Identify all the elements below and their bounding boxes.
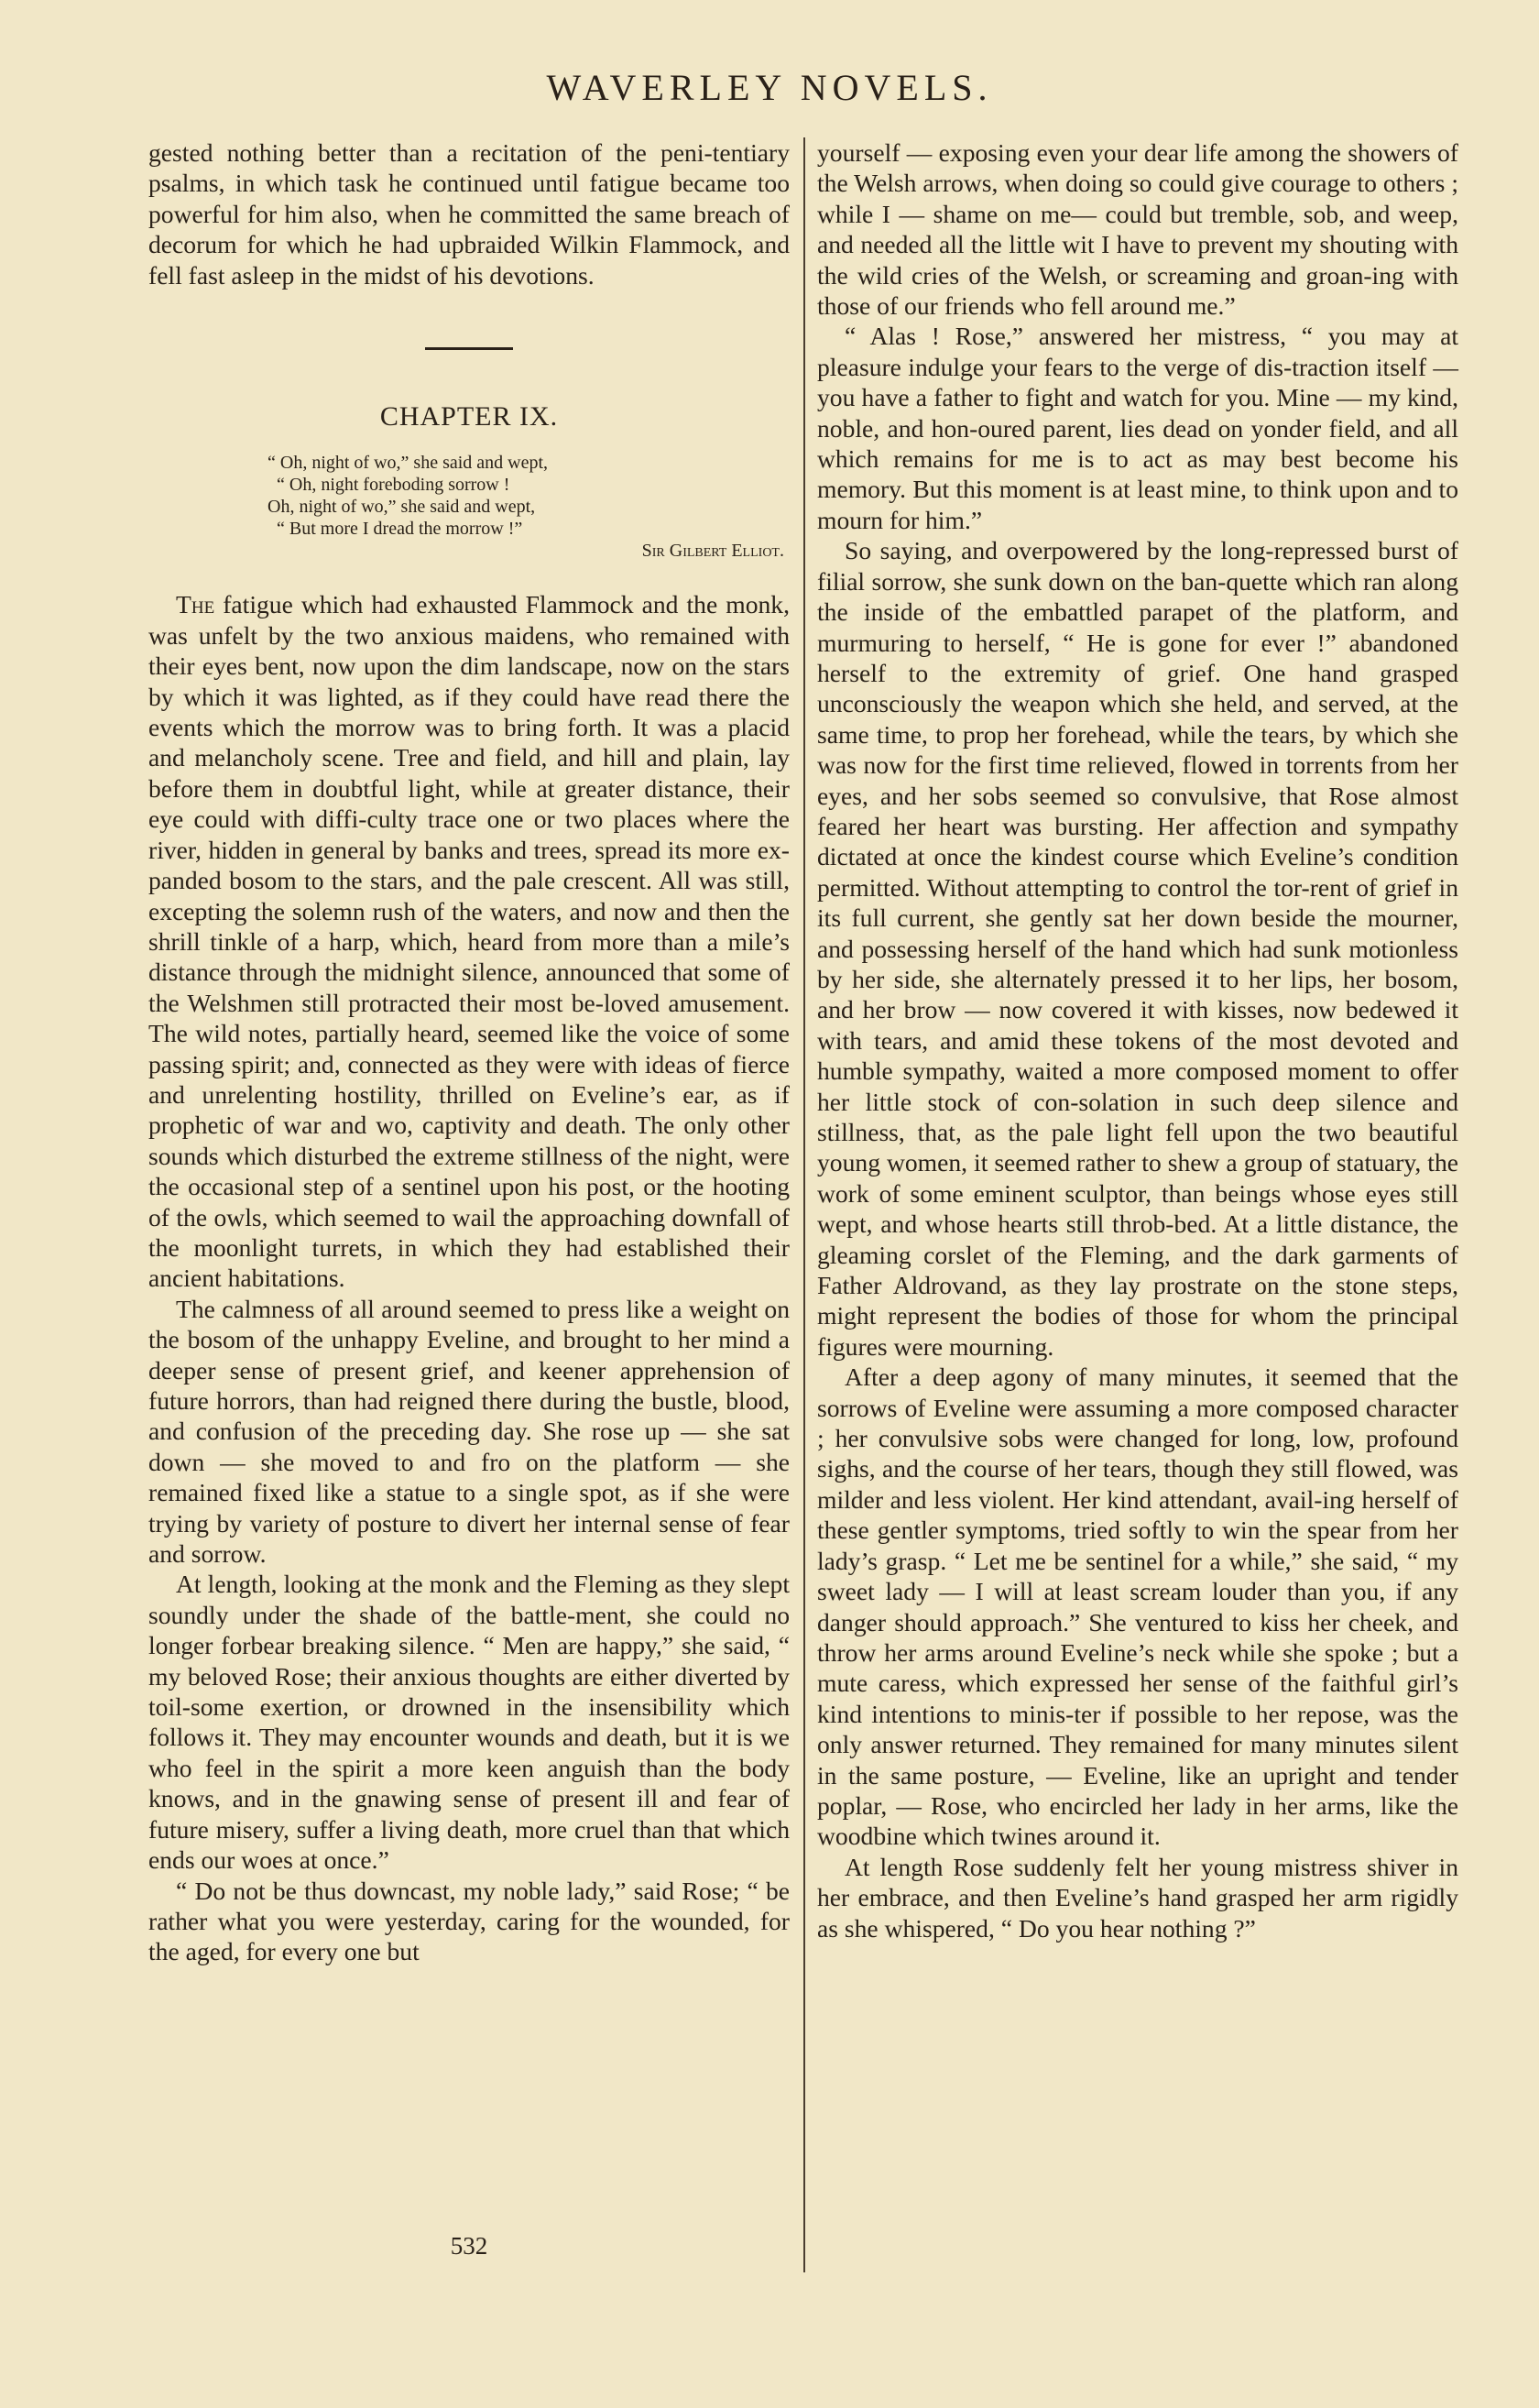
epigraph-attribution: Sir Gilbert Elliot.: [641, 541, 784, 562]
paragraph: “ Alas ! Rose,” answered her mistress, “ you may at pleasure indulge your fears to the verge of dis-traction itself — you have a father to fight and watch for you. Mine — my kind, noble, and hon-oured parent, lies dead on yonder field, and all which remains for me is to act as may best become his memory. But this moment is at least mine, to think upon and to mourn for him.”: [817, 322, 1458, 534]
epigraph: [148, 452, 790, 562]
paragraph-continuation: yourself — exposing even your dear life among the showers of the Welsh arrows, when doing so could give courage to others ; while I — shame on me— could but tremble, sob, and weep, and needed all the little wit I have to prevent my shouting with the wild cries of the Welsh, or screaming and groan-ing with those of our friends who fell around me.”: [817, 138, 1458, 321]
paragraph: After a deep agony of many minutes, it seemed that the sorrows of Eveline were assuming a more composed character ; her convulsive sobs were changed for long, low, profound sighs, and the course of her tears, though they still flowed, was milder and less violent. Her kind attendant, avail-ing herself of these gentler symptoms, tried softly to win the spear from her lady’s grasp. “ Let me be sentinel for a while,” she said, “ my sweet lady — I will at least scream louder than you, if any danger should approach.” She ventured to kiss her cheek, and throw her arms around Eveline’s neck while she spoke ; but a mute caress, which expressed her sense of the faithful girl’s kind intentions to minis-ter if possible to her repose, was the only answer returned. They remained for many minutes silent in the same posture, — Eveline, like an upright and tender poplar, — Rose, who encircled her lady in her arms, like the woodbine which twines around it.: [817, 1363, 1458, 1851]
paragraph-continuation: gested nothing better than a recitation of the peni-tentiary psalms, in which task he continued until fatigue became too powerful for him also, when he committed the same breach of decorum for which he had upbraided Wilkin Flammock, and fell fast asleep in the midst of his devotions.: [148, 138, 790, 290]
epigraph-line: “ Oh, night foreboding sorrow !: [277, 475, 510, 496]
paragraph: At length Rose suddenly felt her young mistress shiver in her embrace, and then Eveline’s hand grasped her arm rigidly as she whispered, “ Do you hear nothing ?”: [817, 1852, 1458, 1943]
paragraph: At length, looking at the monk and the Fleming as they slept soundly under the shade of the battle-ment, she could no longer forbear breaking silence. “ Men are happy,” she said, “ my beloved Rose; their anxious thoughts are either diverted by toil-some exertion, or drowned in the insensibility which follows it. They may encounter wounds and death, but it is we who feel in the spirit a more keen anguish than the body knows, and in the gnawing sense of present ill and fear of future misery, suffer a living death, more cruel than that which ends our woes at once.”: [148, 1570, 790, 1875]
column-divider: [803, 137, 805, 2272]
epigraph-line: “ Oh, night of wo,” she said and wept,: [267, 453, 549, 474]
left-column: [148, 137, 790, 1967]
paragraph: So saying, and overpowered by the long-repressed burst of filial sorrow, she sunk down on the ban-quette which ran along the inside of the embattled parapet of the platform, and murmuring to herself, “ He is gone for ever !” abandoned herself to the extremity of grief. One hand grasped unconsciously the weapon which she held, and served, at the same time, to prop her forehead, while the tears, by which she was now for the first time relieved, flowed in torrents from her eyes, and her sobs seemed so convulsive, that Rose almost feared her heart was bursting. Her affection and sympathy dictated at once the kindest course which Eveline’s condition permitted. Without attempting to control the tor-rent of grief in its full current, she gently sat her down beside the mourner, and possessing herself of the hand which had sunk motionless by her side, she alternately pressed it to her lips, her bosom, and her brow — now covered it with kisses, now bedewed it with tears, and amid these tokens of the most devoted and humble sympathy, waited a more composed moment to offer her little stock of con-solation in such deep silence and stillness, that, as the pale light fell upon the two beautiful young women, it seemed rather to shew a group of statuary, the work of some eminent sculptor, than beings whose eyes still wept, and whose hearts still throb-bed. At a little distance, the gleaming corslet of the Fleming, and the dark garments of Father Aldrovand, as they lay prostrate on the stone steps, might represent the bodies of those for whom the principal figures were mourning.: [817, 536, 1458, 1361]
paragraph: “ Do not be thus downcast, my noble lady,” said Rose; “ be rather what you were yesterday, caring for the wounded, for the aged, for every one but: [148, 1876, 790, 1966]
right-column: [817, 137, 1458, 1943]
chapter-title: CHAPTER IX.: [379, 401, 559, 432]
page-number: 532: [450, 2232, 488, 2260]
paragraph: [148, 589, 790, 1293]
epigraph-line: “ But more I dread the morrow !”: [277, 519, 523, 540]
paragraph: The calmness of all around seemed to press like a weight on the bosom of the unhappy Eveline, and brought to her mind a deeper sense of present grief, and keener apprehension of future horrors, than had reigned there during the bustle, blood, and confusion of the preceding day. She rose up — she sat down — she moved to and fro on the platform — she remained fixed like a statue to a single spot, as if she were trying by variety of posture to divert her internal sense of fear and sorrow.: [148, 1294, 790, 1569]
paragraph-text: fatigue which had exhausted Flammock and the monk, was unfelt by the two anxious maidens, who remained with their eyes bent, now upon the dim landscape, now on the stars by which it was lighted, as if they could have read there the events which the morrow was to bring forth. It was a placid and melancholy scene. Tree and field, and hill and plain, lay before them in doubtful light, while at greater distance, their eye could with diffi-culty trace one or two places where the river, hidden in general by banks and trees, spread its more ex-panded bosom to the stars, and the pale crescent. All was still, excepting the solemn rush of the waters, and now and then the shrill tinkle of a harp, which, heard from more than a mile’s distance through the midnight silence, announced that some of the Welshmen still protracted their most be-loved amusement. The wild notes, partially heard, seemed like the voice of some passing spirit; and, connected as they were with ideas of fierce and unrelenting hostility, thrilled on Eveline’s ear, as if prophetic of war and wo, captivity and death. The only other sounds which disturbed the extreme stillness of the night, were the occasional step of a sentinel upon his post, or the hooting of the owls, which seemed to wail the approaching downfall of the moonlight turrets, in which they had established their ancient habitations.: [148, 590, 790, 1293]
epigraph-line: Oh, night of wo,” she said and wept,: [267, 497, 536, 518]
section-rule: [425, 347, 513, 350]
chapter-opening-word: The: [176, 590, 215, 619]
page-header: WAVERLEY NOVELS.: [546, 67, 993, 108]
